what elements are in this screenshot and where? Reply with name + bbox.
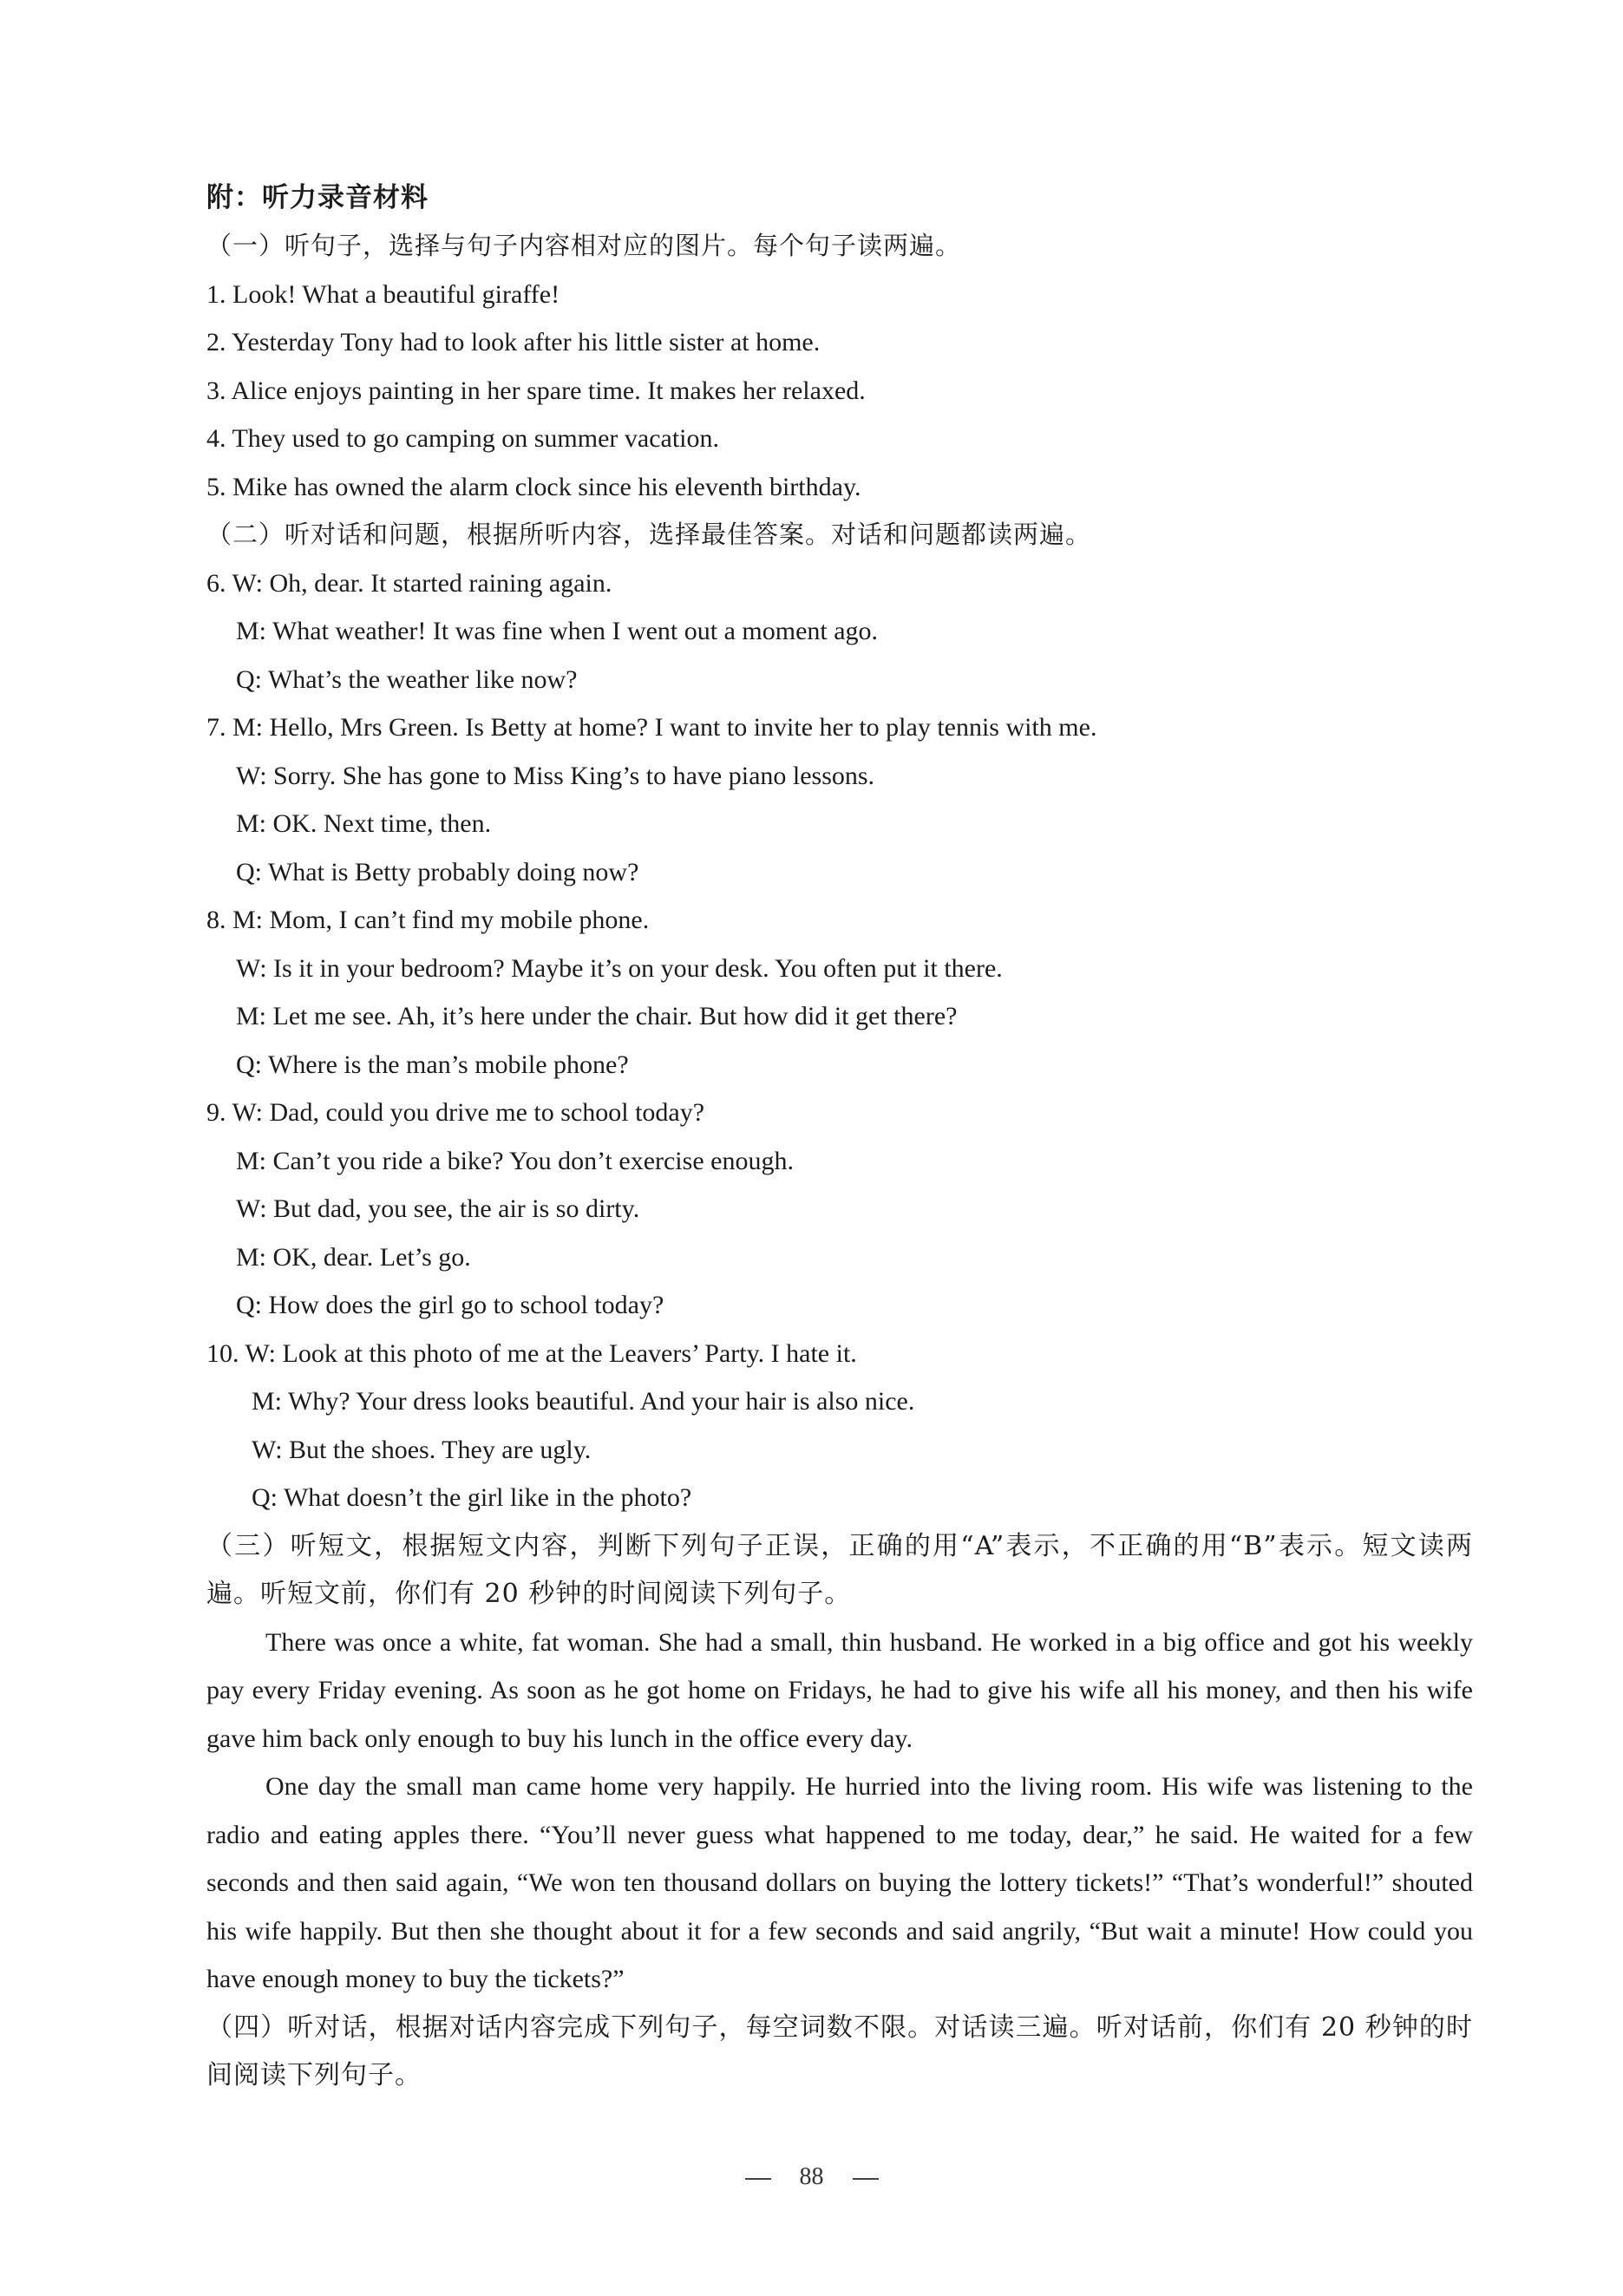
section4-heading: （四）听对话，根据对话内容完成下列句子，每空词数不限。对话读三遍。听对话前，你们有 20 秒钟的时间阅读下列句子。 [206,2011,1473,2090]
page-footer [0,2160,1623,2195]
section1-heading: （一）听句子，选择与句子内容相对应的图片。每个句子读两遍。 [206,231,962,260]
passage-paragraph-2: One day the small man came home very happily. He hurried into the living room. His wife was listening to the radio and eating apples there. “You’ll never guess what happened to me today, dear,” he said. He waited for a few seconds and then said again, “We won ten thousand dollars on buying the lottery tickets!” “That’s wonderful!” shouted his wife happily. But then she thought about it for a few seconds and said angrily, “But wait a minute! How could you have enough money to buy the tickets?” [206,1772,1473,1993]
footer-dash-right [853,2178,879,2180]
list-item: 4. They used to go camping on summer vacation. [206,424,719,453]
dialogue-line: Q: What doesn’t the girl like in the photo? [252,1483,692,1512]
dialogue-line: M: OK, dear. Let’s go. [236,1242,471,1272]
list-item: 1. Look! What a beautiful giraffe! [206,279,560,309]
dialogue-line: M: Let me see. Ah, it’s here under the chair. But how did it get there? [236,1002,958,1030]
dialogue-first-line: 6. W: Oh, dear. It started raining again. [206,568,612,598]
page-title: 附：听力录音材料 [206,182,429,213]
passage-paragraph-1: There was once a white, fat woman. She had a small, thin husband. He worked in a big office and got his weekly pay every Friday evening. As soon as he got home on Fridays, he had to give his wife all his money, and then his wife gave him back only enough to buy his lunch in the office every day. [206,1627,1473,1753]
dialogue-line: Q: What’s the weather like now? [236,664,578,694]
dialogue-line: M: OK. Next time, then. [236,809,492,838]
dialogue-line: M: Can’t you ride a bike? You don’t exercise enough. [236,1146,794,1175]
footer-dash-left [745,2178,771,2180]
dialogue-line: W: Is it in your bedroom? Maybe it’s on your desk. You often put it there. [236,953,1003,983]
dialogue-line: Q: What is Betty probably doing now? [236,857,639,886]
dialogue-line: Q: Where is the man’s mobile phone? [236,1050,629,1079]
list-item: 2. Yesterday Tony had to look after his little sister at home. [206,328,821,357]
dialogue-line: W: But dad, you see, the air is so dirty. [236,1194,640,1223]
section2-heading: （二）听对话和问题，根据所听内容，选择最佳答案。对话和问题都读两遍。 [206,520,1092,549]
page-number: 88 [799,2163,824,2190]
dialogue-first-line: 7. M: Hello, Mrs Green. Is Betty at home? I want to invite her to play tennis with me. [206,713,1097,742]
dialogue-first-line: 10. W: Look at this photo of me at the Leavers’ Party. I hate it. [206,1338,857,1368]
list-item: 5. Mike has owned the alarm clock since his eleventh birthday. [206,472,861,501]
dialogue-first-line: 9. W: Dad, could you drive me to school today? [206,1098,705,1127]
dialogue-line: W: But the shoes. They are ugly. [252,1435,592,1464]
dialogue-first-line: 8. M: Mom, I can’t find my mobile phone. [206,906,650,934]
dialogue-line: Q: How does the girl go to school today? [236,1291,664,1319]
dialogue-line: M: Why? Your dress looks beautiful. And your hair is also nice. [252,1387,915,1416]
list-item: 3. Alice enjoys painting in her spare time. It makes her relaxed. [206,376,866,405]
dialogue-line: W: Sorry. She has gone to Miss King’s to have piano lessons. [236,761,875,790]
dialogue-line: M: What weather! It was fine when I went out a moment ago. [236,617,879,645]
document-page [206,173,1473,2100]
section3-heading: （三）听短文，根据短文内容，判断下列句子正误，正确的用“A”表示，不正确的用“B”表示。短文读两遍。听短文前，你们有 20 秒钟的时间阅读下列句子。 [206,1530,1473,1609]
